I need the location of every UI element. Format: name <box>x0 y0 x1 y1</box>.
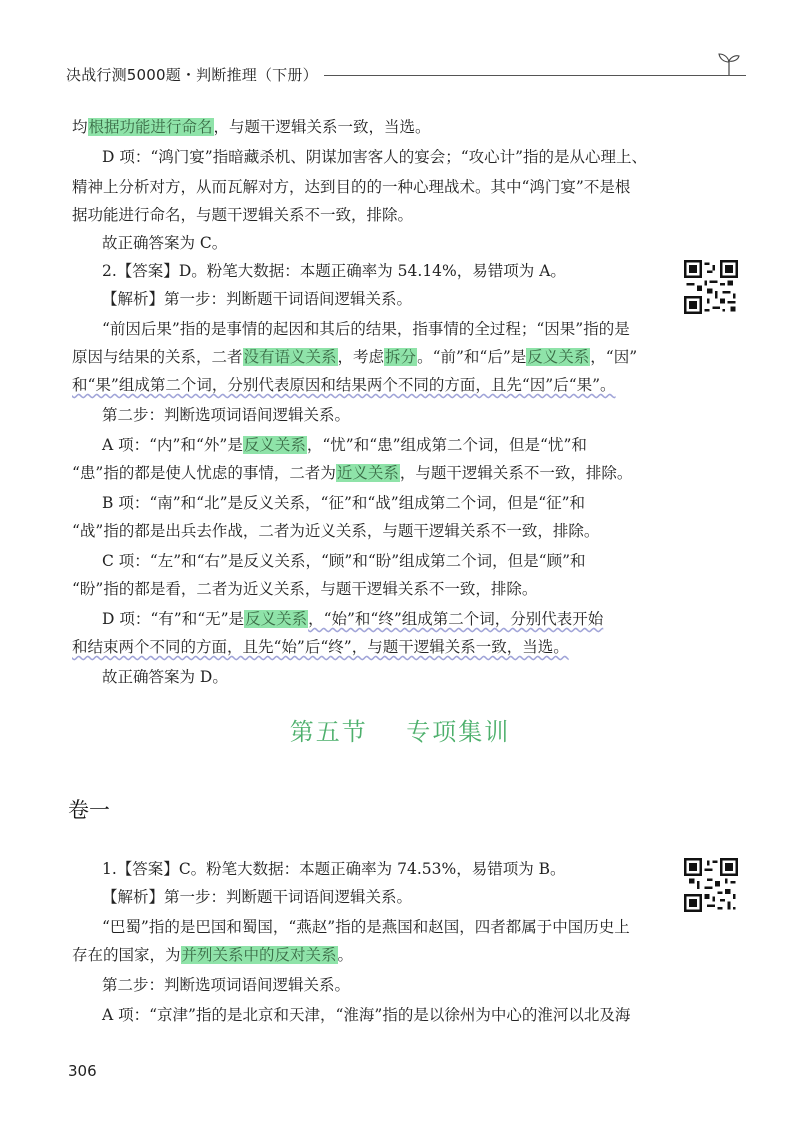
highlight: 反义关系 <box>527 348 590 366</box>
text-span: 。 <box>337 946 354 964</box>
section-title: 第五节 专项集训 <box>289 718 511 746</box>
q2-option-c-line-1: C 项：“左”和“右”是反义关系，“顾”和“盼”组成第二个词，但是“顾”和 <box>102 552 586 570</box>
text-span: 均 <box>72 118 88 136</box>
option-d-line-3: 据功能进行命名，与题干逻辑关系不一致，排除。 <box>72 206 414 224</box>
book-title: 决战行测5000题・判断推理（下册） <box>66 65 318 84</box>
option-d-line-1: D 项：“鸿门宴”指暗藏杀机、阴谋加害客人的宴会；“攻心计”指的是从心理上、 <box>102 148 648 166</box>
answer-conclusion: 故正确答案为 C。 <box>102 234 228 252</box>
volume-heading: 卷一 <box>68 798 110 822</box>
text-span: ，与题干逻辑关系不一致，排除。 <box>399 464 633 482</box>
q2-option-c-line-2: “盼”指的都是看，二者为近义关系，与题干逻辑关系不一致，排除。 <box>72 580 538 598</box>
underlined-text: 和结束两个不同的方面，且先“始”后“终”，与题干逻辑关系一致，当选。 <box>72 638 569 656</box>
text-span: A 项：“内”和“外”是 <box>102 436 243 454</box>
page-number: 306 <box>68 1062 97 1080</box>
answer-text: D。粉笔大数据：本题正确率为 54.14%，易错项为 A。 <box>178 262 566 280</box>
text-span: 。“前”和“后”是 <box>417 348 527 366</box>
q2-option-b-line-2: “战”指的都是出兵去作战，二者为近义关系，与题干逻辑关系不一致，排除。 <box>72 522 600 540</box>
q2-answer-line <box>102 258 702 284</box>
q1-step2: 第二步：判断选项词语间逻辑关系。 <box>102 976 351 994</box>
q1-option-a-line-1: A 项：“京津”指的是北京和天津，“淮海”指的是以徐州为中心的淮河以北及海 <box>102 1006 631 1024</box>
q1-explain-line-1: “巴蜀”指的是巴国和蜀国，“燕赵”指的是燕国和赵国，四者都属于中国历史上 <box>102 918 630 936</box>
q1-answer-line <box>102 856 702 882</box>
header-rule <box>324 75 746 76</box>
question-number: 2. <box>102 262 117 280</box>
underlined-text: 和“果”组成第二个词，分别代表原因和结果两个不同的方面，且先“因”后“果”。 <box>72 376 616 394</box>
q2-option-a-line-1 <box>102 432 702 458</box>
q2-explain-line-1: “前因后果”指的是事情的起因和其后的结果，指事情的全过程；“因果”指的是 <box>102 320 630 338</box>
q2-option-b-line-1: B 项：“南”和“北”是反义关系，“征”和“战”组成第二个词，但是“征”和 <box>102 494 586 512</box>
analysis-tag: 【解析】 <box>102 290 165 308</box>
running-header <box>66 64 746 84</box>
text-span: “患”指的都是使人忧虑的事情，二者为 <box>72 464 336 482</box>
highlight: 近义关系 <box>336 464 399 482</box>
sprout-icon <box>716 52 742 76</box>
analysis-text: 第一步：判断题干词语间逻辑关系。 <box>164 290 413 308</box>
text-span: ，与题干逻辑关系一致，当选。 <box>213 118 431 136</box>
text-span: 存在的国家，为 <box>72 946 181 964</box>
highlight: 反义关系 <box>245 610 308 628</box>
option-d-line-2: 精神上分析对方，从而瓦解对方，达到目的的一种心理战术。其中“鸿门宴”不是根 <box>72 178 631 196</box>
q2-explain-line-2 <box>72 344 672 370</box>
q1-analysis-line <box>102 884 702 910</box>
q2-option-a-line-2 <box>72 460 672 486</box>
q2-final-answer: 故正确答案为 D。 <box>102 668 228 686</box>
analysis-tag: 【解析】 <box>102 888 165 906</box>
answer-text: C。粉笔大数据：本题正确率为 74.53%，易错项为 B。 <box>178 860 566 878</box>
text-line <box>72 114 672 140</box>
text-span: D 项：“有”和“无”是 <box>102 610 245 628</box>
highlight: 并列关系中的反对关系 <box>181 946 337 964</box>
text-span: ，“因” <box>590 348 638 366</box>
q2-step2: 第二步：判断选项词语间逻辑关系。 <box>102 406 351 424</box>
highlight: 没有语义关系 <box>243 348 337 366</box>
highlight: 反义关系 <box>243 436 306 454</box>
answer-tag: 【答案】 <box>116 860 179 878</box>
text-span: ，考虑 <box>337 348 385 366</box>
question-number: 1. <box>102 860 117 878</box>
text-span: 原因与结果的关系，二者 <box>72 348 243 366</box>
q1-explain-line-2 <box>72 942 672 968</box>
answer-tag: 【答案】 <box>116 262 179 280</box>
analysis-text: 第一步：判断题干词语间逻辑关系。 <box>164 888 413 906</box>
q2-explain-line-3 <box>72 372 672 398</box>
highlight: 拆分 <box>385 348 417 366</box>
q2-option-d-line-2 <box>72 634 672 660</box>
q2-analysis-line <box>102 286 702 312</box>
q2-option-d-line-1 <box>102 606 702 632</box>
text-span: ，“忧”和“患”组成第二个词，但是“忧”和 <box>306 436 587 454</box>
highlight: 根据功能进行命名 <box>88 118 213 136</box>
underlined-text: ，“始”和“终”组成第二个词，分别代表开始 <box>308 610 604 628</box>
